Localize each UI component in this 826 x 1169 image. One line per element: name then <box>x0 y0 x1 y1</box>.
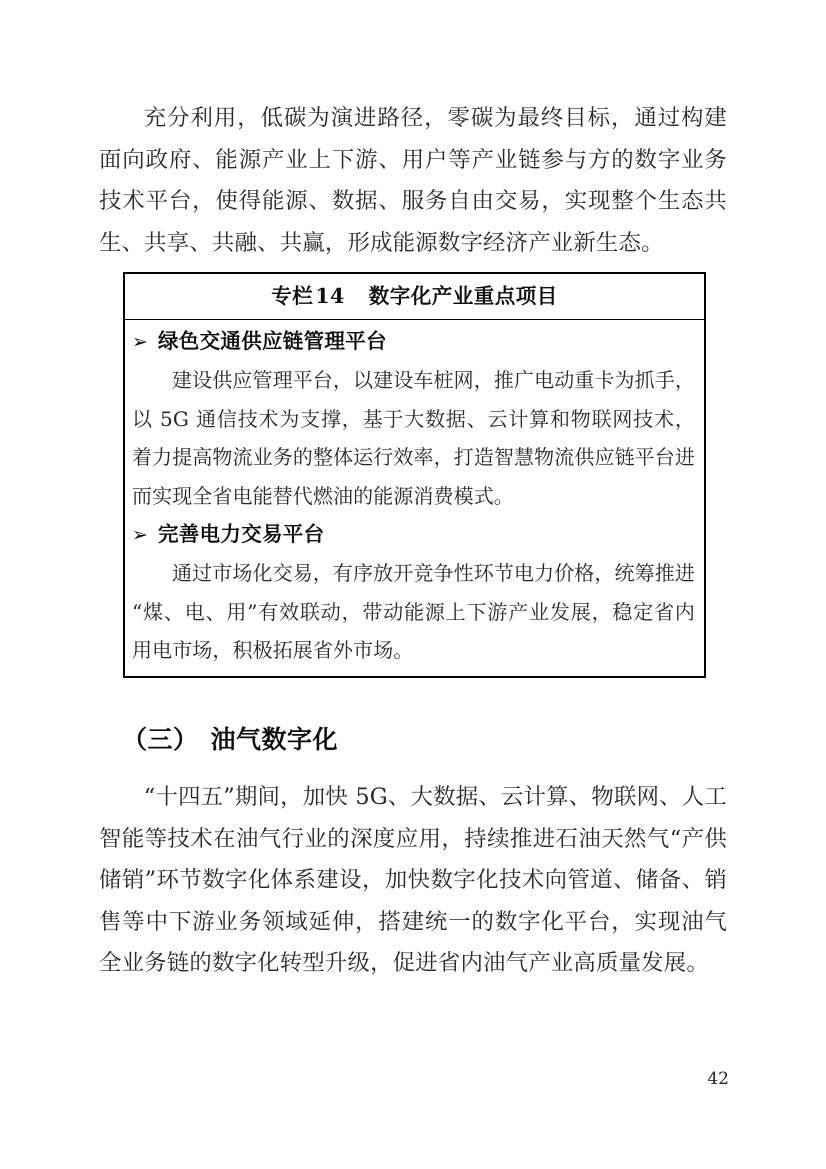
special-column-title <box>125 274 704 320</box>
special-column-box <box>123 272 706 678</box>
page-number: 42 <box>707 1069 729 1089</box>
column-item-heading-1-text: 绿色交通供应链管理平台 <box>158 329 387 353</box>
body-paragraph-top: 充分利用，低碳为演进路径，零碳为最终目标，通过构建面向政府、能源产业上下游、用户等产业链参与方的数字业务技术平台，使得能源、数据、服务自由交易，实现整个生态共生、共享、共融、共赢，形成能源数字经济产业新生态。 <box>99 105 727 256</box>
section-heading <box>122 720 338 760</box>
body-paragraph-bottom: “十四五”期间，加快 5G、大数据、云计算、物联网、人工智能等技术在油气行业的深度应用，持续推进石油天然气“产供储销”环节数字化体系建设，加快数字化技术向管道、储备、销售等中下游业务领域延伸，搭建统一的数字化平台，实现油气全业务链的数字化转型升级，促进省内油气产业高质量发展。 <box>99 784 727 976</box>
column-item-heading-1 <box>132 322 695 361</box>
bullet-arrow-icon: ➢ <box>132 524 149 546</box>
column-item-heading-2-text: 完善电力交易平台 <box>158 522 325 546</box>
section-heading-title: 油气数字化 <box>210 725 339 754</box>
special-column-title-number: 14 <box>315 284 345 308</box>
bullet-arrow-icon: ➢ <box>132 331 149 353</box>
column-item-body-2: 通过市场化交易，有序放开竞争性环节电力价格，统筹推进“煤、电、用”有效联动，带动能源上下游产业发展，稳定省内用电市场，积极拓展省外市场。 <box>132 561 695 662</box>
special-column-title-prefix: 专栏 <box>271 284 314 308</box>
special-column-body <box>125 320 704 676</box>
column-item-body-1: 建设供应管理平台，以建设车桩网，推广电动重卡为抓手，以 5G 通信技术为支撑，基于大数据、云计算和物联网技术，着力提高物流业务的整体运行效率，打造智慧物流供应链平台进而实现全省电能替代燃油的能源消费模式。 <box>132 368 695 508</box>
special-column-title-main: 数字化产业重点项目 <box>368 284 558 308</box>
column-item-heading-2 <box>132 515 695 554</box>
section-heading-number: （三） <box>122 725 199 754</box>
